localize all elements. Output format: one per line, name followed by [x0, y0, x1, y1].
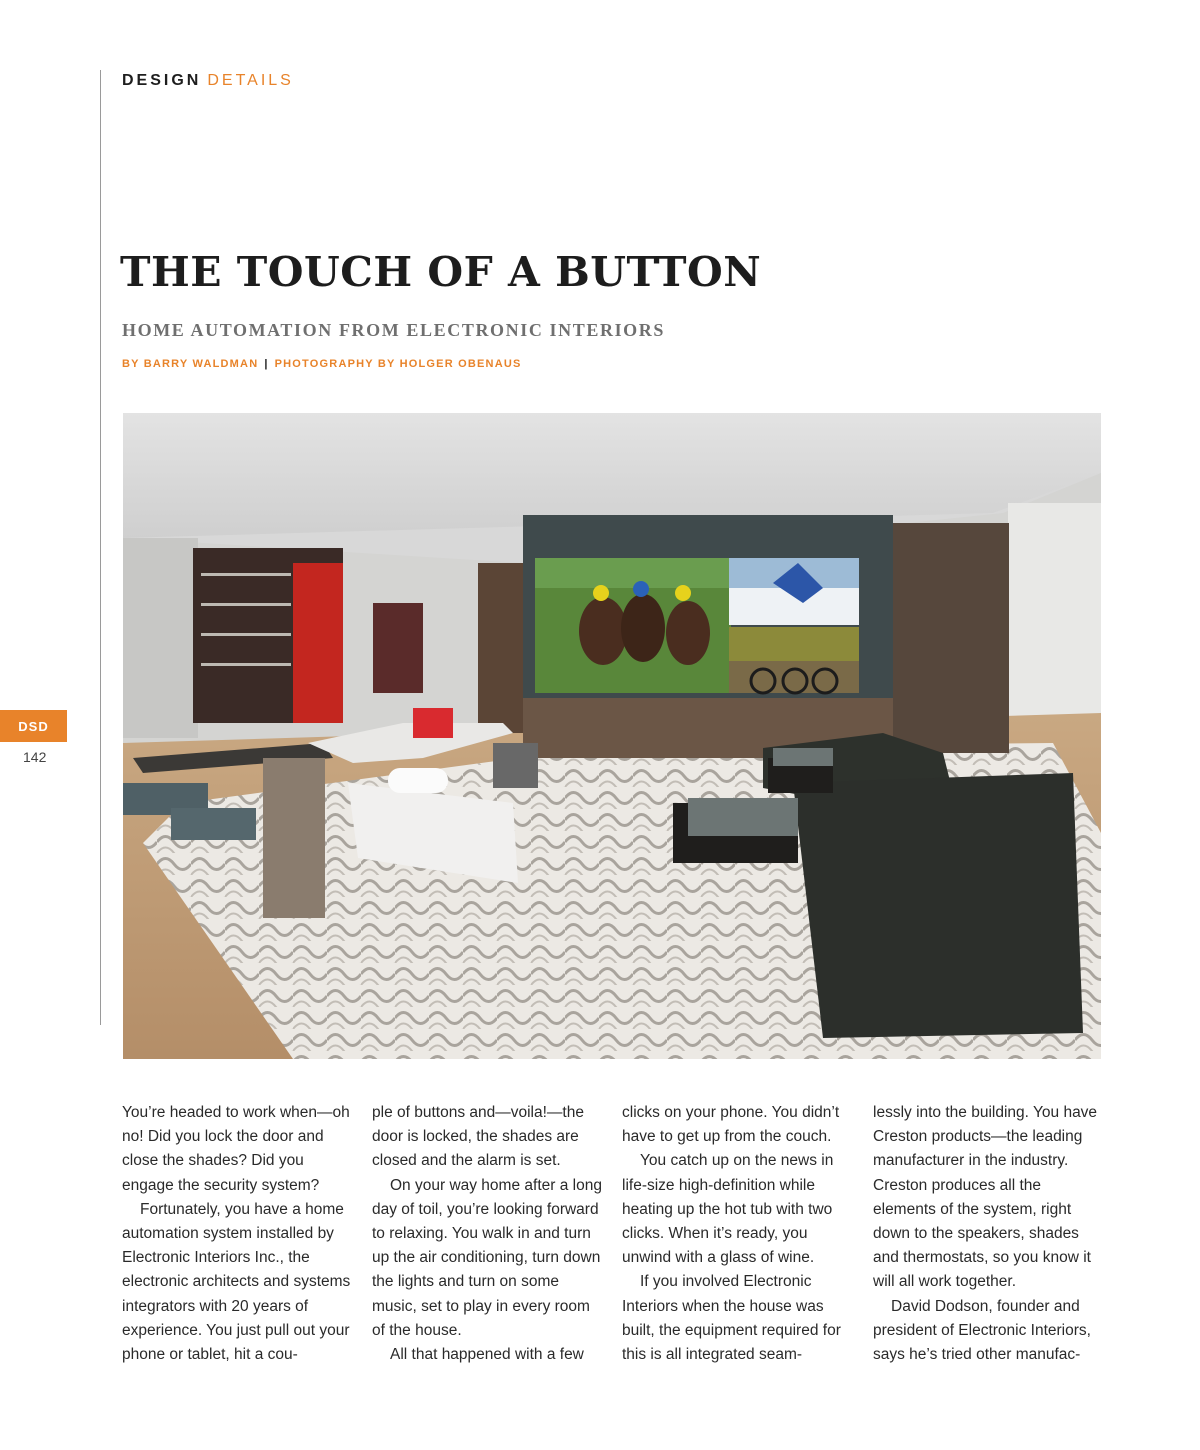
byline-author: BY BARRY WALDMAN — [122, 358, 259, 370]
byline — [122, 358, 522, 370]
paragraph: You catch up on the news in life-size high-definition while heating up the hot tub with two clicks. When it’s ready, you unwind with a glass of wine. — [622, 1152, 834, 1267]
body-column-1 — [122, 1101, 352, 1367]
byline-separator: | — [264, 358, 269, 370]
section-label — [122, 72, 294, 90]
paragraph: Fortunately, you have a home automation system installed by Electronic Interiors Inc., the electronic architects and systems integrators with 20 years of experience. You just pull out your phone or tablet, hit a cou- — [122, 1200, 351, 1364]
body-column-2 — [372, 1101, 602, 1367]
paragraph: clicks on your phone. You didn’t have to get up from the couch. — [622, 1104, 840, 1146]
magazine-tab: DSD — [0, 710, 67, 742]
paragraph: If you involved Electronic Interiors when the house was built, the equipment required for this is all integrated seam- — [622, 1273, 841, 1364]
section-label-light: DETAILS — [207, 72, 294, 89]
paragraph: All that happened with a few — [390, 1346, 584, 1364]
article-title: THE TOUCH OF A BUTTON — [120, 248, 762, 296]
body-column-3 — [622, 1101, 852, 1367]
paragraph: lessly into the building. You have Creston products—the leading manufacturer in the industry. Creston produces all the elements of the system, right down to the speakers, shades and thermostats, so you know it will all work together. — [873, 1104, 1098, 1291]
paragraph: On your way home after a long day of toil, you’re looking forward to relaxing. You walk in and turn up the air conditioning, turn down the lights and turn on some music, set to play in every room of the house. — [372, 1176, 602, 1339]
article-subtitle: HOME AUTOMATION FROM ELECTRONIC INTERIORS — [122, 320, 665, 340]
page-number: 142 — [23, 749, 47, 765]
body-column-4 — [873, 1101, 1103, 1367]
paragraph: ple of buttons and—voila!—the door is locked, the shades are closed and the alarm is set. — [372, 1104, 584, 1170]
section-label-bold: DESIGN — [122, 72, 202, 89]
vertical-rule — [100, 70, 101, 1025]
paragraph: You’re headed to work when—oh no! Did you lock the door and close the shades? Did you engage the security system? — [122, 1104, 350, 1194]
byline-photographer: PHOTOGRAPHY BY HOLGER OBENAUS — [274, 358, 522, 370]
room-photo — [123, 413, 1101, 1059]
paragraph: David Dodson, founder and president of Electronic Interiors, says he’s tried other manufac- — [873, 1297, 1091, 1364]
